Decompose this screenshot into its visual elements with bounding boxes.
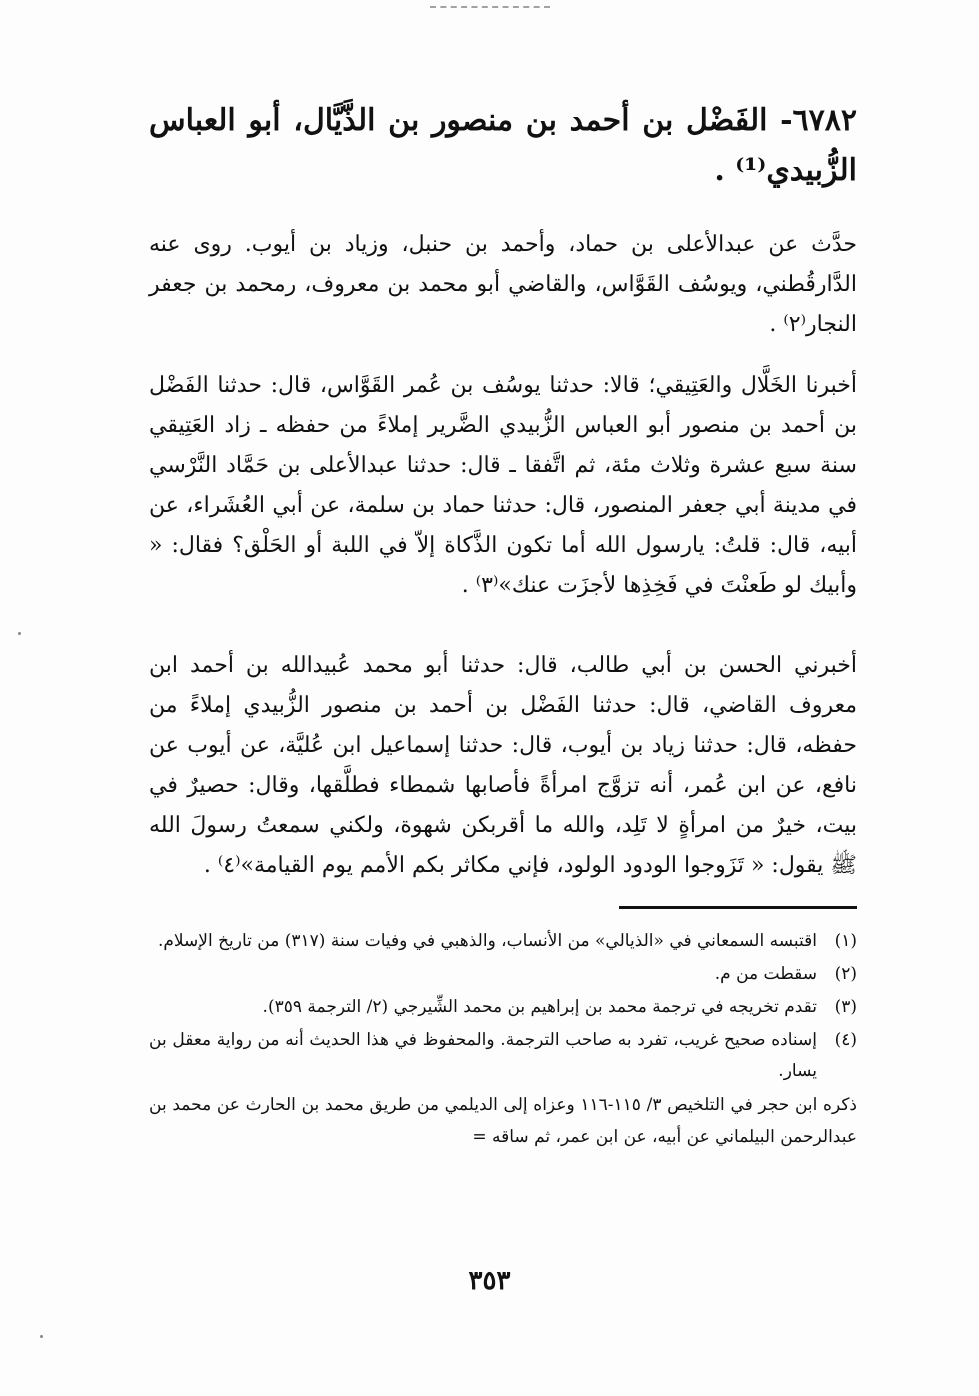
footnote-text: إسناده صحيح غريب، تفرد به صاحب الترجمة. والمحفوظ في هذا الحديث أنه من رواية معقل بن يسار. [149,1030,817,1081]
paragraph-narrators: حدَّث عن عبدالأعلى بن حماد، وأحمد بن حنبل، وزياد بن أيوب. روى عنه الدَّارقُطني، ويوسُف القَوَّاس، والقاضي أبو محمد بن معروف، رمحمد بن جعفر النجار⁽٢⁾ . [149,232,857,337]
footnote-item [149,926,857,957]
scan-top-mark [430,6,550,12]
footnote-continuation: ذكره ابن حجر في التلخيص ٣/ ١١٥-١١٦ وعزاه إلى الديلمي من طريق محمد بن الحارث عن محمد بن عبدالرحمن البيلماني عن أبيه، عن ابن عمر، ثم ساقه = [149,1095,857,1147]
scan-speck [18,632,21,635]
footnote-text: تقدم تخريجه في ترجمة محمد بن إبراهيم بن محمد الشِّيرجي (٢/ الترجمة ٣٥٩). [262,997,817,1017]
page-number: ٣٥٣ [468,1266,511,1296]
paragraph-hadith-1: أخبرنا الخَلَّال والعَتِيقي؛ قالا: حدثنا يوسُف بن عُمر القَوَّاس، قال: حدثنا الفَضْل بن أحمد بن منصور أبو العباس الزُّبيدي الضَّرير إملاءً من حفظه ـ زاد العَتِيقي سنة سبع عشرة وثلاث مئة، ثم اتَّفقا ـ قال: حدثنا عبدالأعلى بن حَمَّاد النَّرْسي في مدينة أبي جعفر المنصور، قال: حدثنا حماد بن سلمة، عن أبي العُشَراء، عن أبيه، قال: قلتُ: يارسول الله أما تكون الذَّكاة إلاّ في اللبة أو الحَلْق؟ فقال: « وأبيك لو طَعنْتَ في فَخِذِها لأجزَت عنك»⁽٣⁾ . [149,373,857,598]
footnote-text: اقتبسه السمعاني في «الذيالي» من الأنساب، والذهبي في وفيات سنة (٣١٧) من تاريخ الإسلام. [157,931,817,951]
paragraph-hadith-2: أخبرني الحسن بن أبي طالب، قال: حدثنا أبو محمد عُبيدالله بن أحمد ابن معروف القاضي، قال: حدثنا الفَضْل بن أحمد بن منصور الزُّبيدي إملاءً من حفظه، قال: حدثنا زياد بن أيوب، قال: حدثنا إسماعيل ابن عُليَّة، عن أيوب عن نافع، عن ابن عُمر، أنه تزوَّج امرأةً فأصابها شمطاء فطلَّقها، وقال: حصيرٌ في بيت، خيرٌ من امرأةٍ لا تَلِد، والله ما أقربكن شهوة، ولكني سمعتُ رسولَ الله ﷺ يقول: « تَزَوجوا الودود الولود، فإني مكاثر بكم الأمم يوم القيامة»⁽٤⁾ . [149,653,857,878]
footnote-number: (١) [834,931,857,951]
entry-heading: ٦٧٨٢- الفَضْل بن أحمد بن منصور بن الذَّيَّال، أبو العباس الزُّبيدي⁽¹⁾ . [149,103,857,188]
footnotes [149,926,857,1153]
scan-speck [40,1335,43,1338]
footnote-number: (٤) [834,1030,857,1050]
footnote-item [149,992,857,1023]
footnote-item [149,1025,857,1087]
footnote-separator [619,906,857,909]
footnote-text: سقطت من م. [714,964,817,984]
footnote-number: (٣) [834,997,857,1017]
footnote-number: (٢) [834,964,857,984]
footnote-item [149,959,857,990]
